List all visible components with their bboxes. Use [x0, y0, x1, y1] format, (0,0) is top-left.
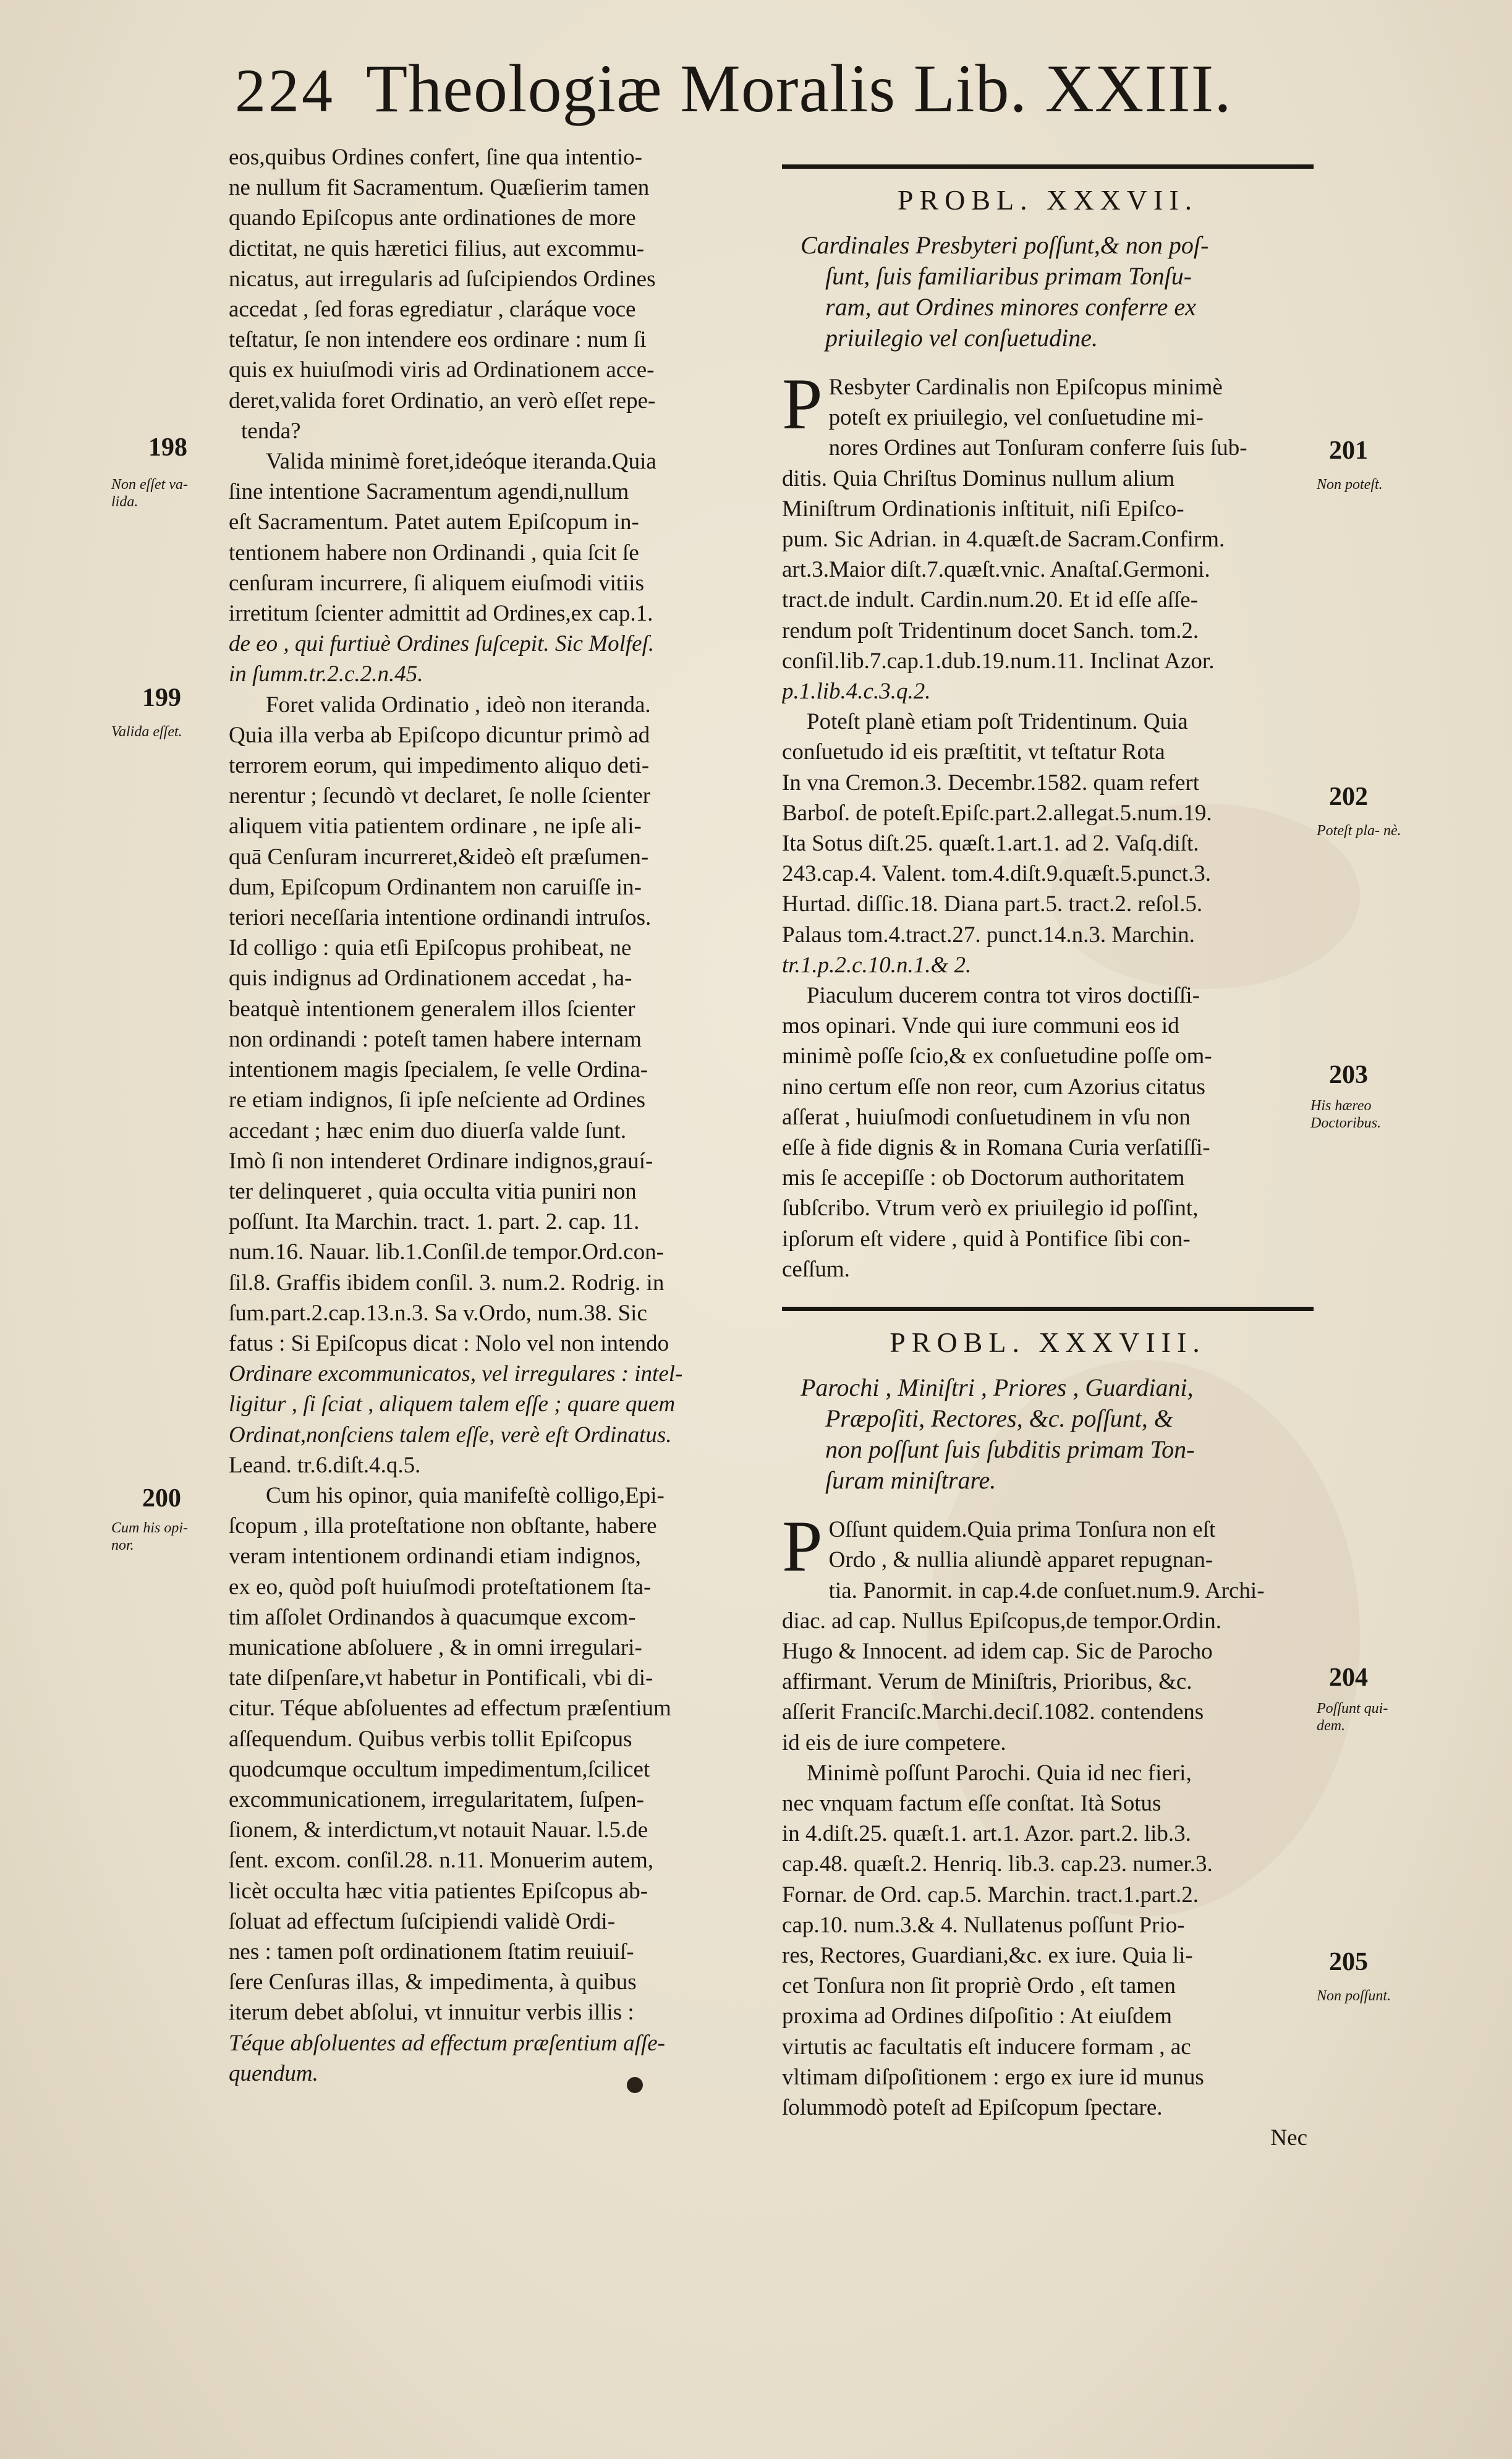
text-line: tentionem habere non Ordinandi , quia ſcit ſe [229, 540, 639, 566]
text-line: teriori neceſſaria intentione ordinandi intruſos. [229, 905, 652, 931]
text-line: conſil.lib.7.cap.1.dub.19.num.11. Inclinat Azor. [782, 648, 1215, 674]
margin-note: Non poſſunt. [1317, 1988, 1391, 2004]
text-line: citur. Téque abſoluentes ad effectum præſentium [229, 1696, 671, 1722]
text-line: beatquè intentionem generalem illos ſcienter [229, 996, 635, 1022]
subtitle-line: ram, aut Ordines minores conferre ex [825, 293, 1196, 321]
text-line: quendum. [229, 2060, 318, 2086]
text-line: affirmant. Verum de Miniſtris, Prioribus, &c. [782, 1669, 1192, 1695]
margin-number: 199 [142, 684, 181, 712]
running-title: Theologiæ Moralis Lib. XXIII. [366, 51, 1232, 126]
text-line: tate diſpenſare,vt habetur in Pontificali, vbi di- [229, 1665, 653, 1691]
text-line: proxima ad Ordines diſpoſitio : At eiuſdem [782, 2003, 1172, 2029]
text-line: fatus : Si Epiſcopus dicat : Nolo vel non intendo [229, 1330, 669, 1356]
drop-cap: P [782, 363, 823, 444]
problem-subtitle [801, 1372, 1314, 1496]
subtitle-line: ſunt, ſuis familiaribus primam Tonſu- [825, 262, 1192, 290]
section-rule [782, 164, 1314, 169]
text-line: ſoluat ad effectum ſuſcipiendi validè Ordi- [229, 1908, 616, 1934]
text-line: Leand. tr.6.diſt.4.q.5. [229, 1452, 421, 1478]
margin-number: 203 [1329, 1061, 1368, 1089]
text-line: virtutis ac facultatis eſt inducere formam , ac [782, 2034, 1191, 2060]
text-line: Hurtad. diſſic.18. Diana part.5. tract.2. reſol.5. [782, 891, 1203, 917]
text-line: licèt occulta hæc vitia patientes Epiſcopus ab- [229, 1878, 648, 1904]
margin-note: Poteſt pla- nè. [1317, 823, 1401, 839]
text-line: tenda? [241, 418, 301, 444]
text-line: ſil.8. Graffis ibidem conſil. 3. num.2. Rodrig. in [229, 1270, 665, 1296]
text-line: tia. Panormit. in cap.4.de conſuet.num.9. Archi- [828, 1578, 1265, 1603]
text-line: ne nullum fit Sacramentum. Quæſierim tamen [229, 175, 650, 201]
text-line: Piaculum ducerem contra tot viros doctiſſi- [807, 983, 1200, 1009]
text-line: Cum his opinor, quia manifeſtè colligo,Epi- [266, 1482, 665, 1508]
text-line: ligitur , ſi ſciat , aliquem talem eſſe ; quare quem [229, 1391, 676, 1417]
margin-note: Cum his opi- nor. [111, 1520, 189, 1553]
text-line: intentionem magis ſpecialem, ſe velle Ordina- [229, 1057, 648, 1083]
text-line: Quia illa verba ab Epiſcopo dicuntur primò ad [229, 722, 650, 748]
text-line: Minimè poſſunt Parochi. Quia id nec fieri, [807, 1760, 1192, 1786]
text-line: eos,quibus Ordines confert, ſine qua intentio- [229, 145, 642, 170]
text-line: rendum poſt Tridentinum docet Sanch. tom.2. [782, 618, 1199, 643]
margin-number: 201 [1329, 436, 1368, 465]
text-line: Oſſunt quidem.Quia prima Tonſura non eſt [828, 1517, 1216, 1543]
text-line: Hugo & Innocent. ad idem cap. Sic de Parocho [782, 1638, 1213, 1664]
text-line: mos opinari. Vnde qui iure communi eos id [782, 1013, 1179, 1039]
text-line: ditis. Quia Chriſtus Dominus nullum alium [782, 465, 1175, 491]
text-line: cap.10. num.3.& 4. Nullatenus poſſunt Prio- [782, 1912, 1185, 1938]
text-line: Imò ſi non intenderet Ordinare indignos,grauí- [229, 1148, 653, 1174]
text-line: aliquem vitia patientem ordinare , ne ipſe ali- [229, 813, 642, 839]
margin-number: 198 [148, 433, 187, 462]
text-line: Ordinat,nonſciens talem eſſe, verè eſt Ordinatus. [229, 1422, 672, 1448]
text-line: nerentur ; ſecundò vt declaret, ſe nolle ſcienter [229, 783, 651, 809]
text-line: quodcumque occultum impedimentum,ſcilicet [229, 1756, 650, 1782]
text-line: Id colligo : quia etſi Epiſcopus prohibeat, ne [229, 935, 632, 961]
text-line: eſt Sacramentum. Patet autem Epiſcopum in- [229, 509, 639, 535]
text-line: ſionem, & interdictum,vt notauit Nauar. l.5.de [229, 1817, 648, 1843]
text-line: cet Tonſura non ſit propriè Ordo , eſt tamen [782, 1973, 1176, 1999]
text-line: dum, Epiſcopum Ordinantem non caruiſſe in- [229, 874, 642, 900]
paragraph [782, 363, 1314, 707]
text-line: id eis de iure competere. [782, 1730, 1006, 1756]
text-line: Foret valida Ordinatio , ideò non iteranda. [266, 692, 651, 718]
text-line: eſſe à fide dignis & in Romana Curia verſatiſſi- [782, 1135, 1210, 1161]
problem-title: PROBL. XXXVII. [897, 184, 1199, 216]
margin-note: Valida eſſet. [111, 724, 182, 740]
text-line: Poteſt planè etiam poſt Tridentinum. Quia [807, 709, 1188, 735]
text-line: ipſorum eſt videre , quid à Pontifice ſibi con- [782, 1226, 1191, 1252]
catchword: Nec [1270, 2125, 1307, 2151]
text-line: ſum.part.2.cap.13.n.3. Sa v.Ordo, num.38. Sic [229, 1300, 647, 1326]
text-line: accedat , ſed foras egrediatur , claráque voce [229, 297, 636, 323]
text-line: In vna Cremon.3. Decembr.1582. quam refert [782, 770, 1200, 796]
margin-number: 204 [1329, 1663, 1368, 1692]
text-line: in 4.diſt.25. quæſt.1. art.1. Azor. part.2. lib.3. [782, 1821, 1191, 1847]
text-line: conſuetudo id eis præſtitit, vt teſtatur Rota [782, 739, 1165, 765]
text-line: Miniſtrum Ordinationis inſtituit, niſi Epiſco- [782, 496, 1184, 522]
text-line: Ita Sotus diſt.25. quæſt.1.art.1. ad 2. Vaſq.diſt. [782, 831, 1199, 857]
subtitle-line: ſuram miniſtrare. [825, 1466, 996, 1495]
text-line: mis ſe accepiſſe : ob Doctorum authoritatem [782, 1165, 1185, 1191]
text-line: Valida minimè foret,ideóque iteranda.Quia [266, 449, 656, 475]
text-line: vltimam diſpoſitionem : ergo ex iure id munus [782, 2064, 1204, 2090]
text-line: deret,valida foret Ordinatio, an verò eſſet repe- [229, 388, 656, 414]
text-line: Fornar. de Ord. cap.5. Marchin. tract.1.part.2. [782, 1882, 1199, 1908]
subtitle-line: non poſſunt ſuis ſubditis primam Ton- [825, 1435, 1195, 1464]
text-line: tract.de indult. Cardin.num.20. Et id eſſe aſſe- [782, 587, 1199, 613]
right-column [782, 142, 1314, 2153]
text-line: municatione abſoluere , & in omni irregulari- [229, 1634, 642, 1660]
page-number: 224 [235, 56, 335, 125]
text-line: teſtatur, ſe non intendere eos ordinare : num ſi [229, 327, 647, 353]
text-line: non ordinandi : poteſt tamen habere internam [229, 1026, 642, 1052]
text-line: iterum debet abſolui, vt innuitur verbis illis : [229, 2000, 634, 2026]
text-line: excommunicationem, irregularitatem, ſuſpen- [229, 1786, 644, 1812]
text-line: quā Cenſuram incurreret,&ideò eſt præſumen- [229, 844, 649, 870]
text-line: quis ex huiuſmodi viris ad Ordinationem acce- [229, 357, 655, 383]
margin-note: Non poteſt. [1317, 477, 1383, 493]
text-line: ſolummodò poteſt ad Epiſcopum ſpectare. [782, 2094, 1163, 2120]
text-line: res, Rectores, Guardiani,&c. ex iure. Quia li- [782, 1942, 1193, 1968]
text-line: ex eo, quòd poſt huiuſmodi proteſtationem ſta- [229, 1574, 652, 1600]
paragraph [782, 1758, 1314, 2123]
text-line: minimè poſſe ſcio,& ex conſuetudine poſſe om- [782, 1043, 1212, 1069]
text-line: aſſequendum. Quibus verbis tollit Epiſcopus [229, 1726, 632, 1752]
text-line: irretitum ſcienter admittit ad Ordines,ex cap.1. [229, 601, 653, 627]
text-line: ſcopum , illa proteſtatione non obſtante, habere [229, 1513, 657, 1539]
paragraph [782, 707, 1314, 980]
margin-note: Poſſunt qui- dem. [1317, 1701, 1388, 1734]
paragraph [229, 446, 742, 690]
margin-number: 200 [142, 1484, 181, 1513]
text-line: nores Ordines aut Tonſuram conferre ſuis ſub- [828, 435, 1247, 461]
text-line: Palaus tom.4.tract.27. punct.14.n.3. Marchin. [782, 922, 1195, 948]
text-line: art.3.Maior diſt.7.quæſt.vnic. Anaſtaſ.Germoni. [782, 557, 1210, 583]
text-line: Ordo , & nullia aliundè apparet repugnan- [828, 1547, 1213, 1573]
text-line: nino certum eſſe non reor, cum Azorius citatus [782, 1074, 1205, 1100]
text-line: cap.48. quæſt.2. Henriq. lib.3. cap.23. numer.3. [782, 1851, 1213, 1877]
text-line: pum. Sic Adrian. in 4.quæſt.de Sacram.Confirm. [782, 527, 1225, 553]
text-line: tim aſſolet Ordinandos à quacumque excom- [229, 1604, 636, 1630]
subtitle-line: priuilegio vel conſuetudine. [825, 324, 1098, 352]
paragraph [782, 980, 1314, 1285]
text-line: accedant ; hæc enim duo diuerſa valde ſunt. [229, 1118, 627, 1144]
drop-cap: P [782, 1506, 823, 1587]
margin-note: Non eſſet va- lida. [111, 477, 188, 510]
text-line: nicatus, aut irregularis ad ſuſcipiendos Ordines [229, 266, 656, 292]
subtitle-line: Cardinales Presbyteri poſſunt,& non poſ- [801, 231, 1209, 259]
text-line: ter delinqueret , quia occulta vitia puniri non [229, 1178, 637, 1204]
text-line: ſubſcribo. Vtrum verò ex priuilegio id poſſint, [782, 1196, 1199, 1221]
text-line: 243.cap.4. Valent. tom.4.diſt.9.quæſt.5.punct.3. [782, 861, 1212, 887]
text-line: aſſerat , huiuſmodi conſuetudinem in vſu non [782, 1104, 1191, 1130]
text-line: terrorem eorum, qui impedimento aliquo deti- [229, 753, 650, 779]
text-line: diac. ad cap. Nullus Epiſcopus,de tempor.Ordin. [782, 1608, 1222, 1634]
text-line: poteſt ex priuilegio, vel conſuetudine mi- [828, 405, 1204, 431]
text-line: veram intentionem ordinandi etiam indignos, [229, 1544, 641, 1569]
page-header [235, 49, 1286, 130]
text-line: tr.1.p.2.c.10.n.1.& 2. [782, 952, 972, 978]
text-line: ſent. excom. conſil.28. n.11. Monuerim autem, [229, 1848, 654, 1874]
text-line: ceſſum. [782, 1256, 850, 1282]
text-line: cenſuram incurrere, ſi aliquem eiuſmodi vitiis [229, 570, 644, 596]
text-line: aſſerit Franciſc.Marchi.deciſ.1082. contendens [782, 1699, 1204, 1725]
paragraph [782, 1506, 1314, 1758]
paragraph [229, 142, 742, 446]
margin-number: 205 [1329, 1948, 1368, 1976]
text-line: de eo , qui furtiuè Ordines ſuſcepit. Sic Molfeſ. [229, 631, 655, 657]
text-line: ſine intentione Sacramentum agendi,nullum [229, 479, 629, 505]
text-line: quando Epiſcopus ante ordinationes de more [229, 205, 636, 231]
text-line: nec vnquam factum eſſe conſtat. Ità Sotus [782, 1790, 1162, 1816]
problem-title: PROBL. XXXVIII. [890, 1327, 1206, 1359]
left-column [229, 142, 742, 2089]
problem-subtitle [801, 230, 1314, 354]
paragraph [229, 1480, 742, 2089]
text-line: num.16. Nauar. lib.1.Conſil.de tempor.Ord.con- [229, 1239, 664, 1265]
text-line: re etiam indignos, ſi ipſe neſciente ad Ordines [229, 1087, 646, 1113]
text-line: Ordinare excommunicatos, vel irregulares : intel- [229, 1361, 683, 1387]
text-line: p.1.lib.4.c.3.q.2. [782, 679, 931, 705]
section-rule [782, 1307, 1314, 1311]
subtitle-line: Præpoſiti, Rectores, &c. poſſunt, & [825, 1404, 1173, 1433]
margin-note: His hæreo Doctoribus. [1310, 1098, 1381, 1131]
text-line: Barboſ. de poteſt.Epiſc.part.2.allegat.5.num.19. [782, 800, 1212, 826]
paragraph [229, 690, 742, 1480]
margin-number: 202 [1329, 783, 1368, 811]
text-line: ſere Cenſuras illas, & impedimenta, à quibus [229, 1969, 637, 1995]
subtitle-line: Parochi , Miniſtri , Priores , Guardiani, [801, 1374, 1194, 1402]
text-line: in ſumm.tr.2.c.2.n.45. [229, 661, 423, 687]
text-line: Téque abſoluentes ad effectum præſentium aſſe- [229, 2030, 665, 2056]
text-line: Resbyter Cardinalis non Epiſcopus minimè [828, 375, 1223, 400]
text-line: poſſunt. Ita Marchin. tract. 1. part. 2. cap. 11. [229, 1209, 640, 1235]
text-line: quis indignus ad Ordinationem accedat , ha- [229, 966, 632, 992]
ink-blot [627, 2077, 643, 2093]
text-line: nes : tamen poſt ordinationem ſtatim reuiuiſ- [229, 1939, 634, 1964]
text-line: dictitat, ne quis hæretici filius, aut excommu- [229, 236, 645, 261]
